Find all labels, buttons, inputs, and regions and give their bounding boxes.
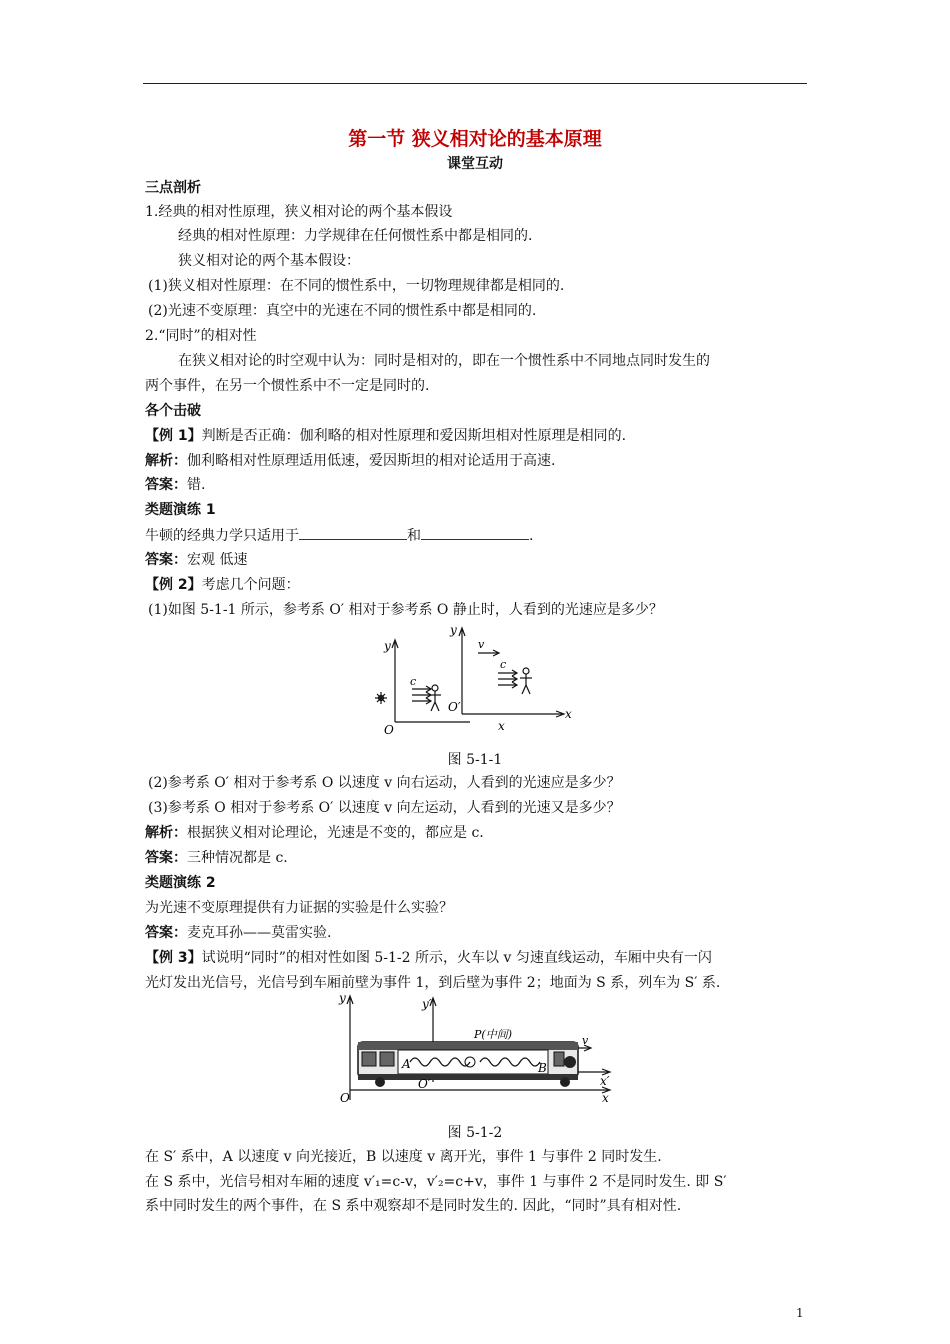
fig1-o-label: O <box>384 723 394 737</box>
p1-item1: (1)狭义相对性原理：在不同的惯性系中，一切物理规律都是相同的. <box>148 278 565 294</box>
ex3-line5: 系中同时发生的两个事件，在 S 系中观察却不是同时发生的. 因此，“同时”具有相对性. <box>145 1198 682 1214</box>
example1 <box>145 426 626 446</box>
drill1-answer-label: 答案： <box>145 552 187 568</box>
ex2-answer-label: 答案： <box>145 850 187 866</box>
figure-5-1-2 <box>330 990 620 1106</box>
ex2-answer-text: 三种情况都是 c. <box>187 850 288 866</box>
ex1-answer-label: 答案： <box>145 477 187 493</box>
fig1-caption: 图 5-1-1 <box>447 752 503 768</box>
p2-line1: 在狭义相对论的时空观中认为：同时是相对的，即在一个惯性系中不同地点同时发生的 <box>178 353 710 369</box>
drill1-answer <box>145 550 247 570</box>
break-heading: 各个击破 <box>145 403 201 419</box>
ex2-label: 【例 2】 <box>145 577 202 593</box>
fig2-o-prime-label: O′ <box>418 1077 431 1091</box>
ex1-answer-text: 错. <box>187 477 206 493</box>
drill1-q-c: . <box>529 528 534 544</box>
figure-5-1-1 <box>370 620 585 740</box>
fig2-p-label: P(中间) <box>474 1028 512 1041</box>
fig2-a-label: A <box>402 1057 411 1071</box>
drill2-answer-text: 麦克耳孙——莫雷实验. <box>187 925 332 941</box>
ex1-analysis <box>145 451 555 471</box>
drill1-q-a: 牛顿的经典力学只适用于 <box>145 528 299 544</box>
p1-line1: 经典的相对性原理：力学规律在任何惯性系中都是相同的. <box>178 228 533 244</box>
ex2-analysis <box>145 823 484 843</box>
drill2-heading: 类题演练 2 <box>145 875 216 891</box>
fig1-y-label: y <box>384 639 391 653</box>
ex3-label: 【例 3】 <box>145 950 202 966</box>
drill2-question: 为光速不变原理提供有力证据的实验是什么实验？ <box>145 900 453 916</box>
fig2-y-prime-label: y′ <box>422 997 432 1011</box>
example2 <box>145 575 300 595</box>
fig2-x-prime-label: x′ <box>600 1074 610 1088</box>
ex1-label: 【例 1】 <box>145 428 202 444</box>
drill1-question <box>145 525 533 546</box>
ex2-q1: (1)如图 5-1-1 所示，参考系 O′ 相对于参考系 O 静止时，人看到的光速应是多少？ <box>148 602 663 618</box>
drill1-q-b: 和 <box>407 528 421 544</box>
fig1-x-label: x <box>565 707 572 721</box>
fig1-o-prime-label: O′ <box>448 700 461 714</box>
page-title: 第一节 狭义相对论的基本原理 <box>348 128 602 150</box>
drill2-answer <box>145 923 331 943</box>
ex2-q2: (2)参考系 O′ 相对于参考系 O 以速度 v 向右运动，人看到的光速应是多少？ <box>148 775 621 791</box>
example3 <box>145 948 712 968</box>
p2-heading: 2.“同时”的相对性 <box>145 328 257 344</box>
ex3-line2: 光灯发出光信号，光信号到车厢前壁为事件 1，到后壁为事件 2；地面为 S 系，列车为 S′ 系. <box>145 975 721 991</box>
analysis-heading: 三点剖析 <box>145 180 201 196</box>
ex1-analysis-text: 伽利略相对性原理适用低速，爱因斯坦的相对论适用于高速. <box>187 453 556 469</box>
fig2-v-label: v <box>582 1034 589 1047</box>
ex2-analysis-label: 解析： <box>145 825 187 841</box>
ex3-line1: 试说明“同时”的相对性如图 5-1-2 所示，火车以 v 匀速直线运动，车厢中央有一闪 <box>201 950 712 966</box>
p1-line2: 狭义相对论的两个基本假设： <box>178 253 360 269</box>
fig1-v-label: v <box>478 638 485 651</box>
fig1-x-label-2: x <box>498 719 505 733</box>
fig1-y-label-2: y <box>450 623 457 637</box>
page-number: 1 <box>796 1306 804 1320</box>
ex1-text: 判断是否正确：伽利略的相对性原理和爱因斯坦相对性原理是相同的. <box>201 428 627 444</box>
p1-item2: (2)光速不变原理：真空中的光速在不同的惯性系中都是相同的. <box>148 303 537 319</box>
ex2-text: 考虑几个问题： <box>201 577 300 593</box>
ex1-answer <box>145 475 205 495</box>
ex2-q3: (3)参考系 O 相对于参考系 O′ 以速度 v 向左运动，人看到的光速又是多少？ <box>148 800 621 816</box>
fig1-c-label-1: c <box>410 675 417 688</box>
ex3-line3: 在 S′ 系中，A 以速度 v 向光接近，B 以速度 v 离开光，事件 1 与事件 2 同时发生. <box>145 1149 662 1165</box>
p1-heading: 1.经典的相对性原理，狭义相对论的两个基本假设 <box>145 204 453 220</box>
fig2-caption: 图 5-1-2 <box>447 1125 503 1141</box>
ex2-analysis-text: 根据狭义相对论理论，光速是不变的，都应是 c. <box>187 825 484 841</box>
header-rule <box>143 83 807 84</box>
blank-line <box>299 525 407 540</box>
fig2-y-label: y <box>339 991 346 1005</box>
drill2-answer-label: 答案： <box>145 925 187 941</box>
fig2-o-label: O <box>340 1091 350 1105</box>
fig2-x-label: x <box>602 1091 609 1105</box>
blank-line <box>421 525 529 540</box>
page-subtitle: 课堂互动 <box>447 156 503 172</box>
ex1-analysis-label: 解析： <box>145 453 187 469</box>
ex3-line4: 在 S 系中，光信号相对车厢的速度 v′₁=c-v，v′₂=c+v，事件 1 与事件 2 不是同时发生. 即 S′ <box>145 1174 727 1190</box>
fig1-c-label-2: c <box>500 658 507 671</box>
drill1-answer-text: 宏观 低速 <box>187 552 248 568</box>
p2-line2: 两个事件，在另一个惯性系中不一定是同时的. <box>145 378 430 394</box>
drill1-heading: 类题演练 1 <box>145 502 216 518</box>
ex2-answer <box>145 848 288 868</box>
fig2-b-label: B <box>538 1061 547 1075</box>
